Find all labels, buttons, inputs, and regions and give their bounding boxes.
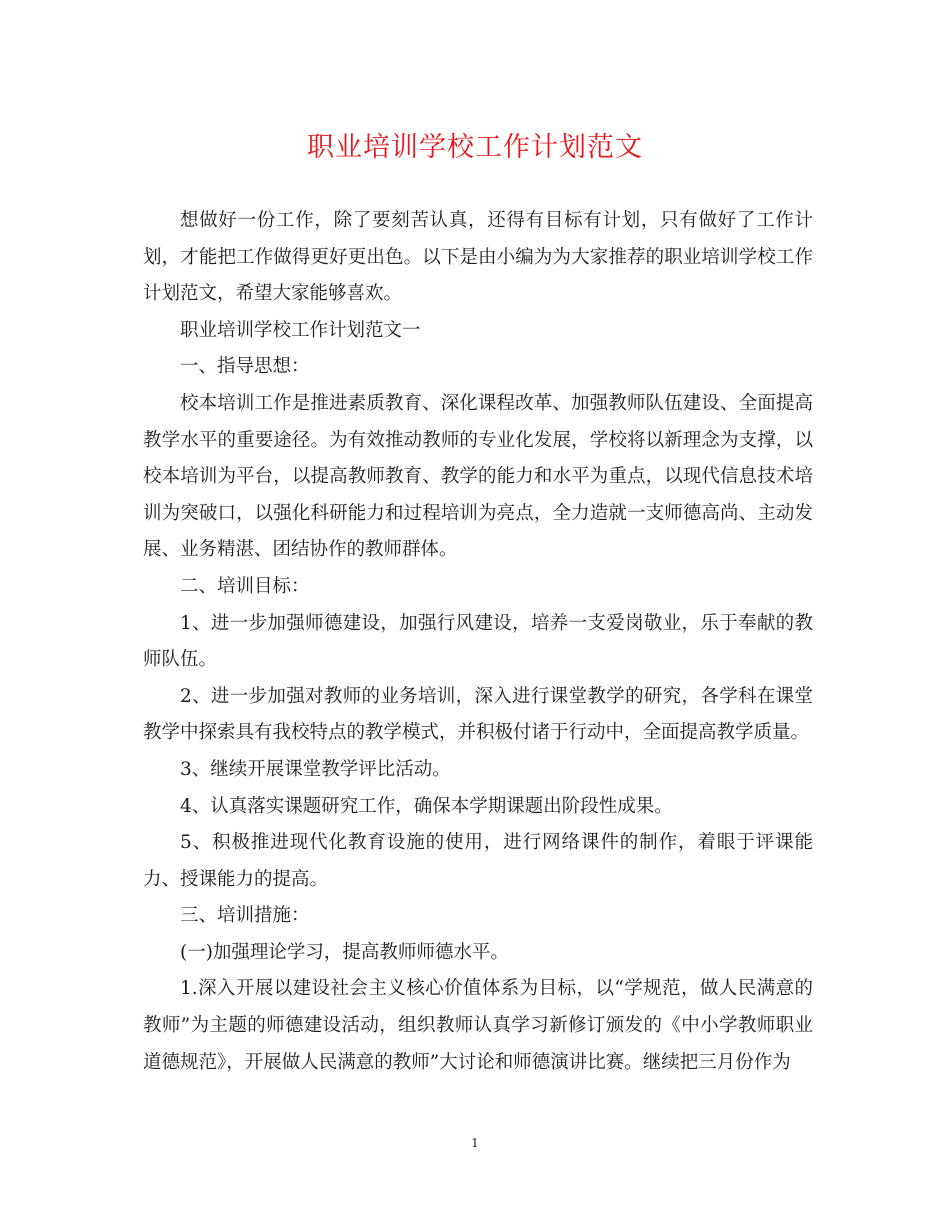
goal-item-5: 5、积极推进现代化教育设施的使用，进行网络课件的制作，着眼于评课能力、授课能力的提高。 xyxy=(143,832,813,890)
goal-item-4: 4、认真落实课题研究工作，确保本学期课题出阶段性成果。 xyxy=(180,795,673,817)
goal-item-2: 2、进一步加强对教师的业务培训，深入进行课堂教学的研究，各学科在课堂教学中探索具有我校特点的教学模式，并积极付诸于行动中，全面提高教学质量。 xyxy=(143,685,813,744)
intro-paragraph: 想做好一份工作，除了要刻苦认真，还得有目标有计划，只有做好了工作计划，才能把工作做得更好更出色。以下是由小编为为大家推荐的职业培训学校工作计划范文，希望大家能够喜欢。 xyxy=(143,210,813,305)
measure-subheading-1: (一)加强理论学习，提高教师师德水平。 xyxy=(180,941,509,963)
heading-training-goals: 二、培训目标： xyxy=(180,575,310,597)
goal-item-1: 1、进一步加强师德建设，加强行风建设，培养一支爱岗敬业，乐于奉献的教师队伍。 xyxy=(143,612,813,671)
heading-training-measures: 三、培训措施： xyxy=(180,905,310,927)
measure-item-1: 1.深入开展以建设社会主义核心价值体系为目标，以“学规范，做人民满意的教师”为主题的师德建设活动，组织教师认真学习新修订颁发的《中小学教师职业道德规范》，开展做人民满意的教师”大讨论和师德演讲比赛。继续把三月份作为 xyxy=(143,978,813,1073)
section-subtitle: 职业培训学校工作计划范文一 xyxy=(180,319,421,341)
document-title: 职业培训学校工作计划范文 xyxy=(307,132,643,163)
paragraph-guiding-ideology: 校本培训工作是推进素质教育、深化课程改革、加强教师队伍建设、全面提高教学水平的重要途径。为有效推动教师的专业化发展，学校将以新理念为支撑，以校本培训为平台，以提高教师教育、教学的能力和水平为重点，以现代信息技术培训为突破口，以强化科研能力和过程培训为亮点，全力造就一支师德高尚、主动发展、业务精湛、团结协作的教师群体。 xyxy=(143,392,813,561)
goal-item-3: 3、继续开展课堂教学评比活动。 xyxy=(180,758,451,780)
page-number: 1 xyxy=(471,1136,479,1150)
document-body xyxy=(143,203,813,1081)
heading-guiding-ideology: 一、指导思想： xyxy=(180,356,310,378)
